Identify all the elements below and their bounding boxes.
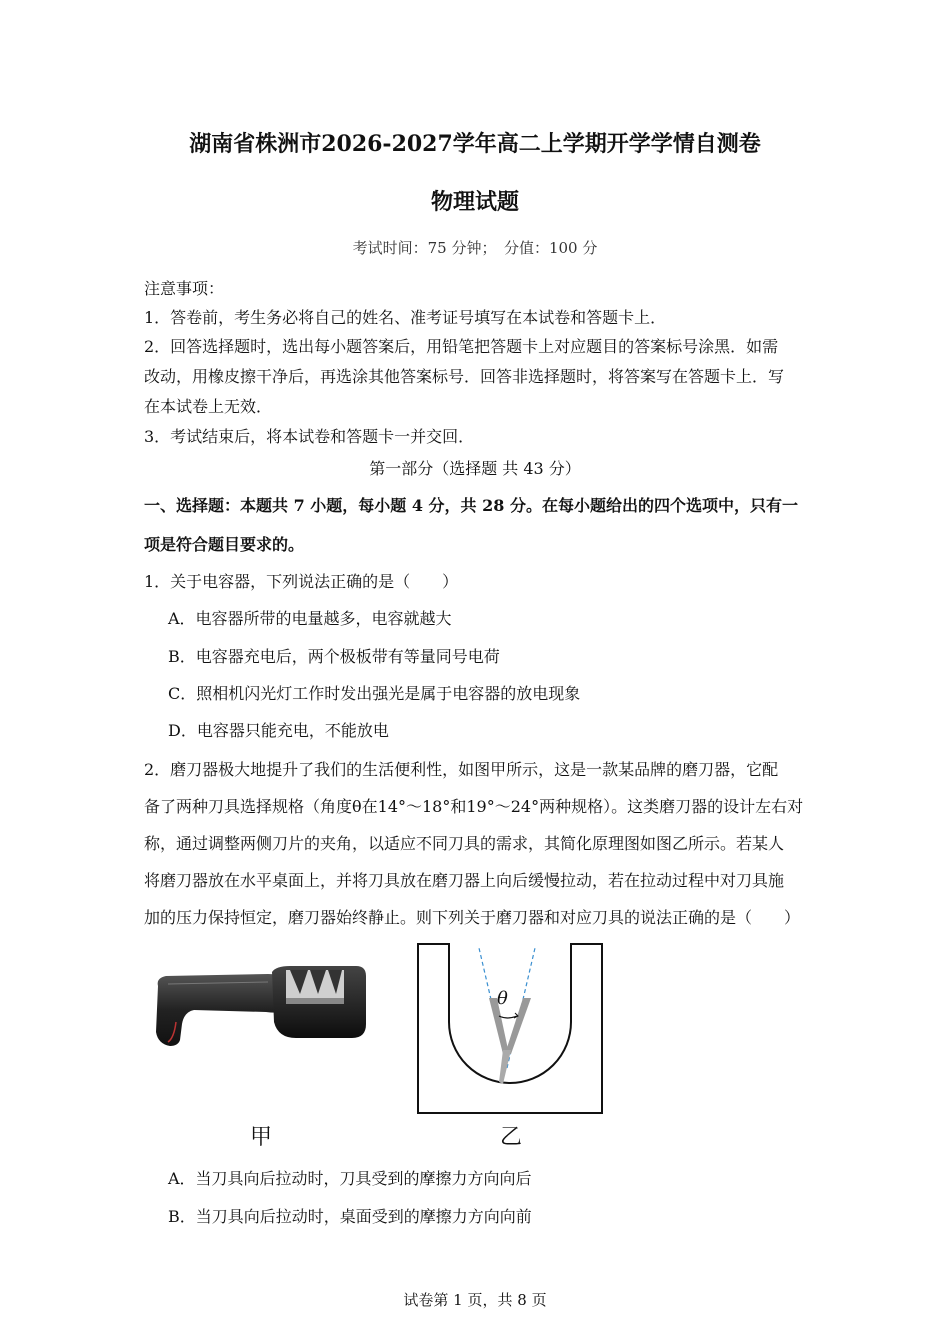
question-2-line: 称，通过调整两侧刀片的夹角，以适应不同刀具的需求，其简化原理图如图乙所示。若某人 [144, 834, 785, 853]
question-2-line: 加的压力保持恒定，磨刀器始终静止。则下列关于磨刀器和对应刀具的说法正确的是（ ） [144, 908, 801, 927]
question-2-option-b: B．当刀具向后拉动时，桌面受到的摩擦力方向向前 [168, 1207, 532, 1226]
sharpener-principle-diagram [415, 942, 605, 1116]
question-1-option-b: B．电容器充电后，两个极板带有等量同号电荷 [168, 647, 500, 666]
question-2-option-a: A．当刀具向后拉动时，刀具受到的摩擦力方向向后 [168, 1169, 532, 1188]
figure-b-label: 乙 [500, 1125, 523, 1150]
section-heading: 一、选择题：本题共 7 小题，每小题 4 分，共 28 分。在每小题给出的四个选项中，只有一 [144, 496, 798, 515]
exam-info: 考试时间：75 分钟； 分值：100 分 [352, 239, 598, 257]
note-item: 在本试卷上无效． [144, 397, 273, 416]
note-item: 2．回答选择题时，选出每小题答案后，用铅笔把答题卡上对应题目的答案标号涂黑．如需 [144, 337, 779, 356]
figure-a-label: 甲 [250, 1125, 273, 1150]
page-footer: 试卷第 1 页，共 8 页 [403, 1291, 547, 1309]
part1-heading: 第一部分（选择题 共 43 分） [369, 459, 581, 478]
question-2-line: 备了两种刀具选择规格（角度θ在14°～18°和19°～24°两种规格）。这类磨刀器的设计左右对 [144, 797, 804, 816]
question-1-option-c: C．照相机闪光灯工作时发出强光是属于电容器的放电现象 [168, 684, 581, 703]
section-heading-cont: 项是符合题目要求的。 [144, 535, 305, 554]
question-2-line: 2．磨刀器极大地提升了我们的生活便利性，如图甲所示，这是一款某品牌的磨刀器，它配 [144, 760, 779, 779]
note-item: 3．考试结束后，将本试卷和答题卡一并交回． [144, 427, 475, 446]
question-1-stem: 1．关于电容器，下列说法正确的是（ ） [144, 572, 459, 591]
question-2-line: 将磨刀器放在水平桌面上，并将刀具放在磨刀器上向后缓慢拉动，若在拉动过程中对刀具施 [144, 871, 785, 890]
note-item: 1．答卷前，考生务必将自己的姓名、准考证号填写在本试卷和答题卡上． [144, 308, 667, 327]
notes-heading: 注意事项： [144, 279, 225, 298]
subject-title: 物理试题 [430, 189, 519, 215]
knife-sharpener-image [150, 962, 370, 1052]
note-item: 改动，用橡皮擦干净后，再选涂其他答案标号．回答非选择题时，将答案写在答题卡上．写 [144, 367, 785, 386]
question-1-option-a: A．电容器所带的电量越多，电容就越大 [168, 609, 452, 628]
question-1-option-d: D．电容器只能充电，不能放电 [168, 721, 389, 740]
exam-title: 湖南省株洲市2026-2027学年高二上学期开学学情自测卷 [189, 131, 761, 157]
theta-symbol: θ [497, 988, 508, 1009]
